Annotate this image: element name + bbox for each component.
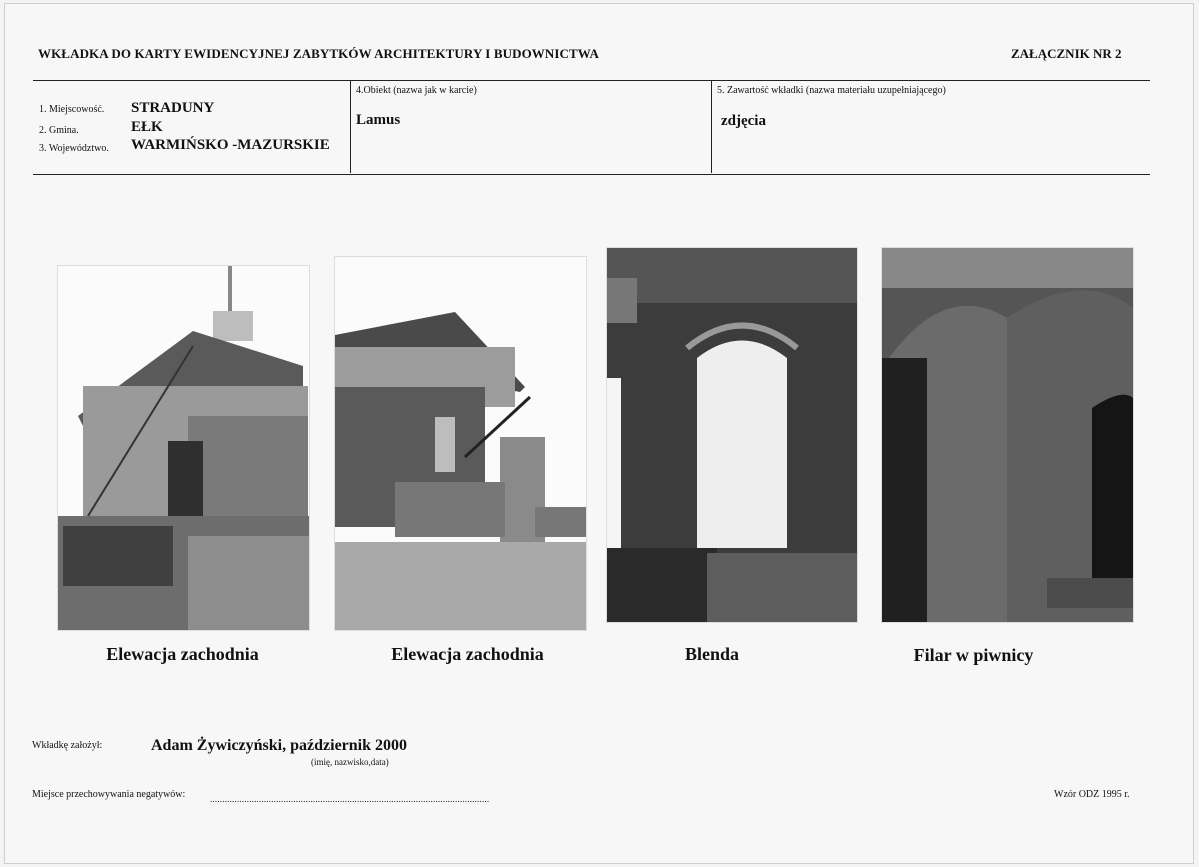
- pattern-label: Wzór ODZ 1995 r.: [1054, 789, 1130, 800]
- photo-cellar-pillar: [881, 247, 1134, 623]
- column-divider: [711, 81, 712, 173]
- column-divider: [350, 81, 351, 173]
- document-page: [4, 3, 1194, 864]
- contents-value: zdjęcia: [721, 113, 766, 129]
- negatives-label: Miejsce przechowywania negatywów:: [32, 789, 186, 800]
- attachment-number: ZAŁĄCZNIK NR 2: [1011, 46, 1122, 61]
- author-value: Adam Żywiczyński, październik 2000: [151, 737, 408, 754]
- photo-caption-2: Elewacja zachodnia: [391, 644, 544, 664]
- province-value: WARMIŃSKO -MAZURSKIE: [131, 137, 330, 153]
- place-label: 1. Miejscowość.: [39, 104, 105, 115]
- commune-label: 2. Gmina.: [39, 125, 79, 136]
- commune-value: EŁK: [131, 119, 163, 135]
- info-table: [33, 80, 1150, 175]
- negatives-dots: ..................................................................................................................: [210, 794, 490, 804]
- photo-caption-1: Elewacja zachodnia: [106, 644, 259, 664]
- object-label: 4.Obiekt (nazwa jak w karcie): [356, 85, 477, 96]
- photo-caption-4: Filar w piwnicy: [913, 645, 1034, 665]
- photo-west-elevation-1: [57, 265, 310, 631]
- photo-west-elevation-2: [334, 256, 587, 631]
- place-value: STRADUNY: [131, 100, 215, 116]
- author-label: Wkładkę założył:: [32, 740, 103, 751]
- object-value: Lamus: [356, 112, 401, 128]
- author-hint: (imię, nazwisko,data): [311, 757, 389, 767]
- province-label: 3. Województwo.: [39, 143, 109, 154]
- contents-label: 5. Zawartość wkładki (nazwa materiału uzupełniającego): [717, 85, 946, 96]
- photo-caption-3: Blenda: [684, 644, 740, 664]
- photo-blind-window: [606, 247, 858, 623]
- document-title: WKŁADKA DO KARTY EWIDENCYJNEJ ZABYTKÓW ARCHITEKTURY I BUDOWNICTWA: [38, 46, 599, 61]
